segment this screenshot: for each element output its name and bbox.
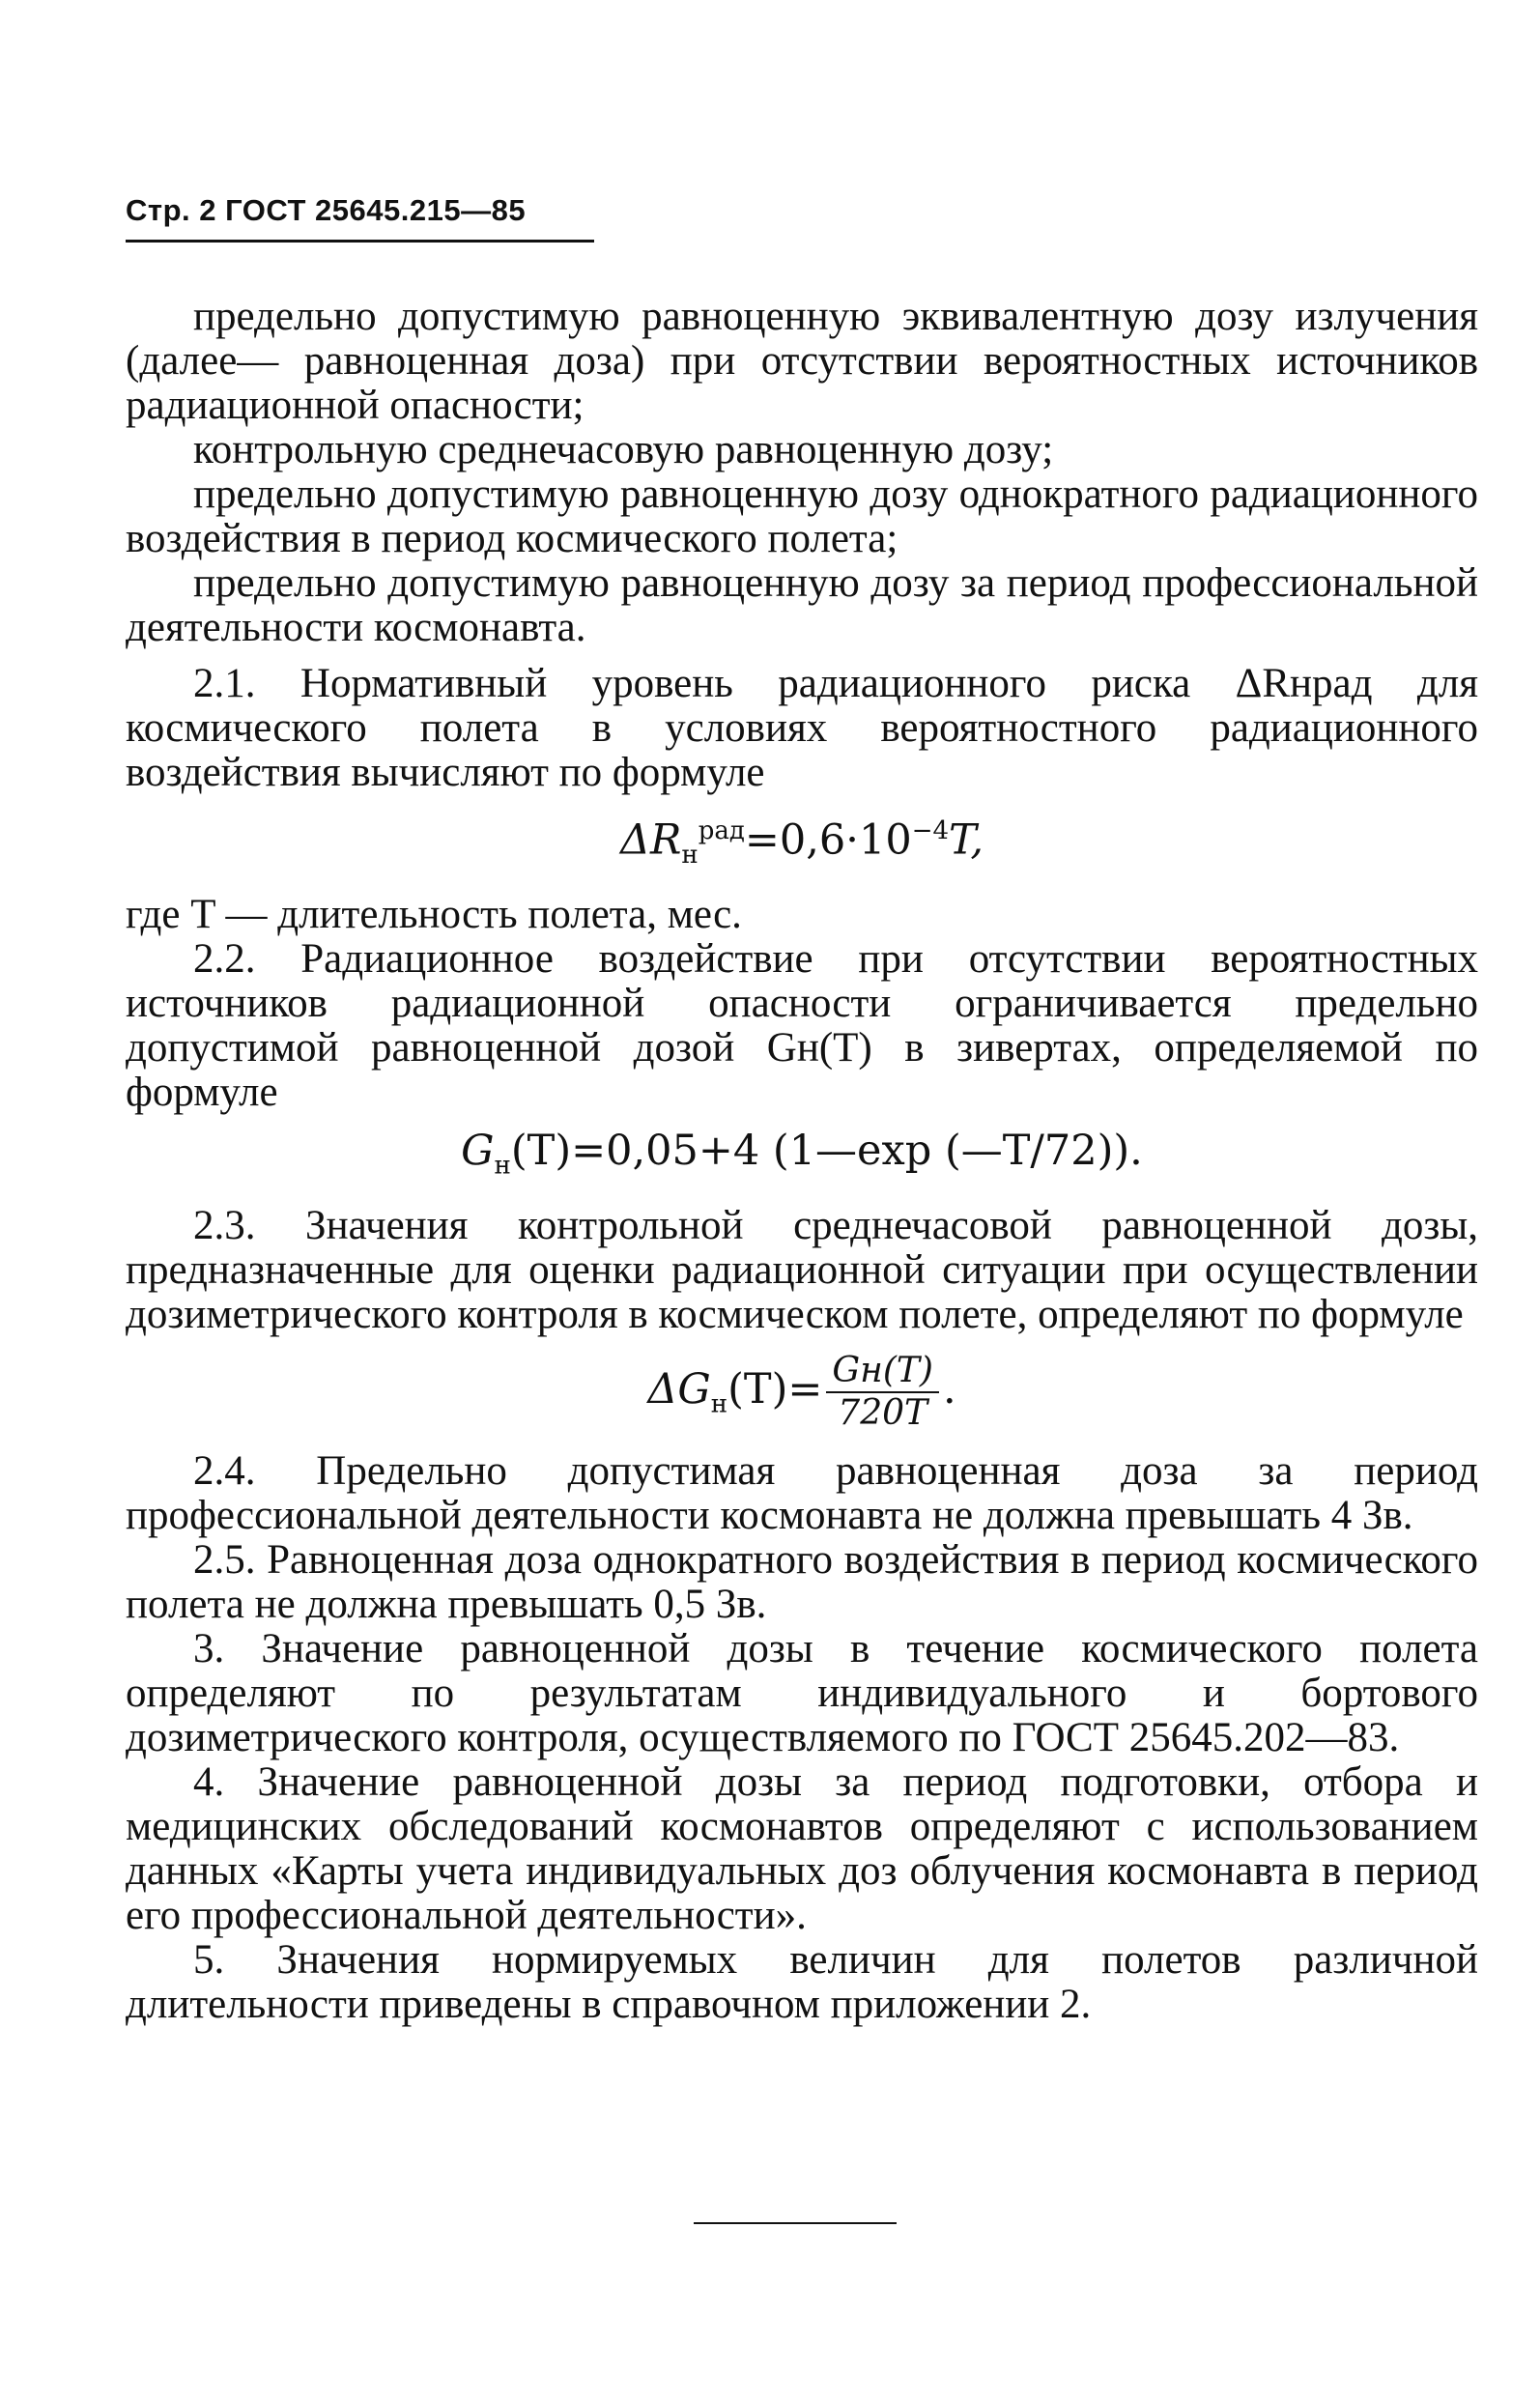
list-item-career-dose: предельно допустимую равноценную дозу за период профессиональной деятельности космонавта. — [126, 560, 1478, 650]
section-3: 3. Значение равноценной дозы в течение космического полета определяют по результатам индивидуального и бортового дозиметрического контроля, осуществляемого по ГОСТ 25645.202—83. — [126, 1625, 1478, 1760]
section-2-5: 2.5. Равноценная доза однократного воздействия в период космического полета не должна превышать 0,5 Зв. — [126, 1536, 1478, 1627]
formula-risk-variable: T, — [949, 815, 984, 865]
formula-hourly-end: . — [942, 1364, 956, 1414]
formula-dose-rhs: (T)=0,05+4 (1—exp (—T/72)). — [510, 1126, 1143, 1175]
page-header — [126, 193, 526, 228]
section-5: 5. Значения нормируемых величин для полетов различной длительности приведены в справочном приложении 2. — [126, 1936, 1478, 2027]
header-divider — [126, 240, 594, 243]
formula-hourly-sub: н — [710, 1389, 728, 1419]
list-item-single-exposure-dose: предельно допустимую равноценную дозу однократного радиационного воздействия в период космического полета; — [126, 471, 1478, 561]
formula-hourly-dose — [126, 1351, 1478, 1434]
formula-dose-limit — [126, 1126, 1478, 1188]
section-2-1: 2.1. Нормативный уровень радиационного риска ΔRнрад для космического полета в условиях вероятностного радиационного воздействия вычисляют по формуле — [126, 661, 1478, 795]
formula-dose-lhs: G — [461, 1126, 495, 1175]
list-item-control-dose: контрольную среднечасовую равноценную дозу; — [193, 427, 1054, 472]
formula-dose-sub: н — [494, 1151, 511, 1181]
formula-hourly-numerator: Gн(T) — [826, 1351, 939, 1393]
section-2-3: 2.3. Значения контрольной среднечасовой равноценной дозы, предназначенные для оценки радиационной ситуации при осуществлении дозиметрического контроля в космическом полете, определяют по формуле — [126, 1202, 1478, 1337]
formula-hourly-lhs: ΔG — [647, 1364, 711, 1414]
standard-code: ГОСТ 25645.215—85 — [225, 193, 527, 227]
section-4: 4. Значение равноценной дозы за период подготовки, отбора и медицинских обследований космонавтов определяют с использованием данных «Карты учета индивидуальных доз облучения космонавта в период его профессиональной деятельности». — [126, 1758, 1478, 1938]
formula-risk-sub: н — [681, 840, 699, 870]
formula-risk-lhs: ΔR — [619, 815, 682, 865]
formula-risk-sup: рад — [698, 816, 745, 845]
page-number-label: Стр. 2 — [126, 193, 216, 227]
document-body — [126, 295, 1478, 2027]
section-2-4: 2.4. Предельно допустимая равноценная доза за период профессиональной деятельности космонавта не должна превышать 4 Зв. — [126, 1447, 1478, 1538]
formula-hourly-denominator: 720T — [838, 1392, 928, 1433]
end-divider — [694, 2222, 897, 2224]
formula-risk-legend: где T — длительность полета, мес. — [126, 891, 742, 937]
formula-risk-exponent: −4 — [911, 816, 950, 845]
formula-risk-level — [126, 809, 1478, 877]
section-2-2: 2.2. Радиационное воздействие при отсутствии вероятностных источников радиационной опасности ограничивается предельно допустимой равноценной дозой Gн(T) в зивертах, определяемой по формуле — [126, 935, 1478, 1115]
formula-hourly-mid: (T)= — [727, 1364, 823, 1414]
list-item-equivalent-dose: предельно допустимую равноценную эквивалентную дозу излучения (далее— равноценная доза) при отсутствии вероятностных источников радиационной опасности; — [126, 294, 1478, 428]
formula-hourly-fraction — [826, 1351, 939, 1434]
formula-risk-rhs: =0,6·10 — [744, 815, 912, 865]
